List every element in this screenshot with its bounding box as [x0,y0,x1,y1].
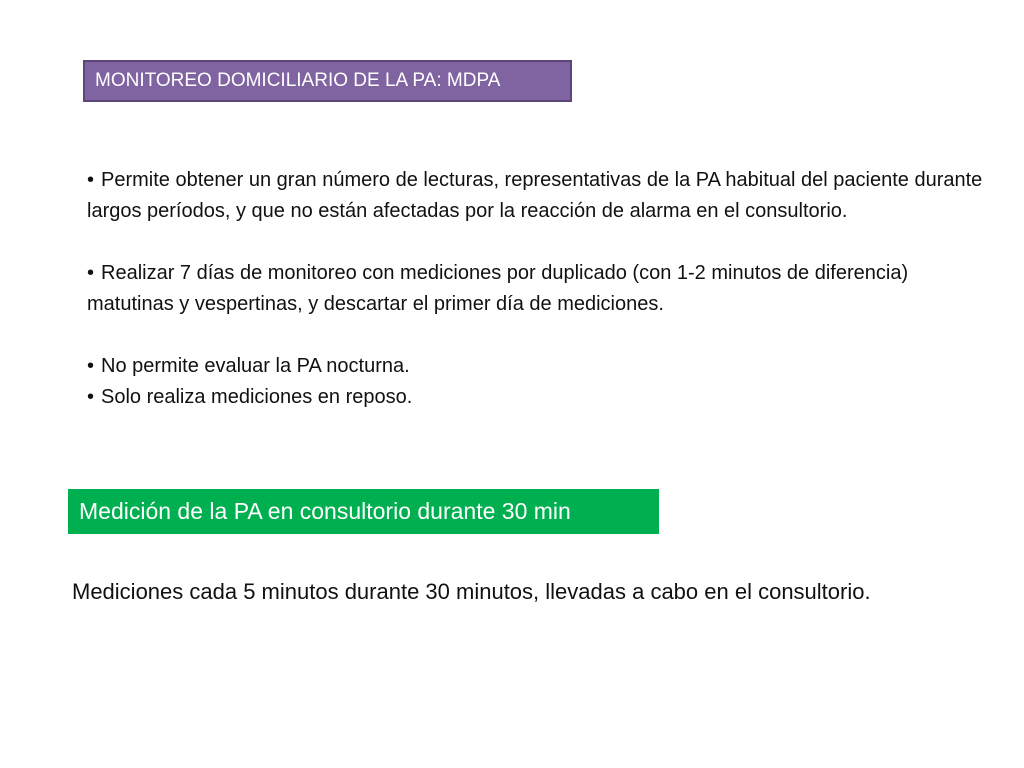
summary-text: Mediciones cada 5 minutos durante 30 minutos, llevadas a cabo en el consultorio. [72,579,871,604]
bullet-dot: • [87,262,95,284]
bullet-spacer [87,320,987,351]
slide-title [83,60,572,102]
bullet-dot: • [87,386,95,408]
bullet-item [87,258,987,320]
slide-title-text: MONITOREO DOMICILIARIO DE LA PA: MDPA [95,70,501,91]
bullet-list [87,165,987,413]
bullet-spacer [87,227,987,258]
bullet-item [87,165,987,227]
bullet-text: No permite evaluar la PA nocturna. [101,355,410,377]
bullet-dot: • [87,355,95,377]
bullet-item [87,382,987,413]
section-heading [68,489,659,534]
bullet-text: Permite obtener un gran número de lecturas, representativas de la PA habitual del paciente durante largos períodos, y que no están afectadas por la reacción de alarma en el consultorio. [87,169,983,222]
bullet-dot: • [87,169,95,191]
bullet-text: Realizar 7 días de monitoreo con mediciones por duplicado (con 1-2 minutos de diferencia) matutinas y vespertinas, y descartar el primer día de mediciones. [87,262,909,315]
section-heading-text: Medición de la PA en consultorio durante 30 min [79,498,571,524]
bullet-text: Solo realiza mediciones en reposo. [101,386,413,408]
bullet-item [87,351,987,382]
